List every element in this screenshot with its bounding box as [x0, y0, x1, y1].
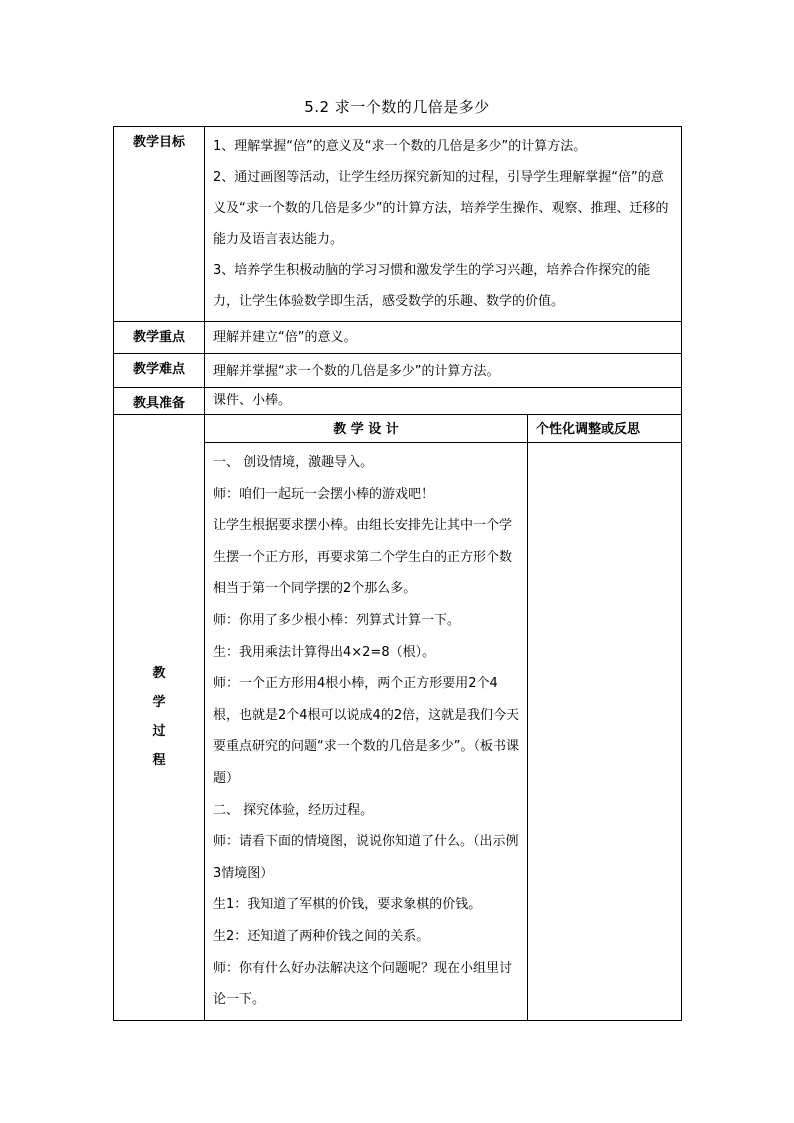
design-line: 师：咱们一起玩一会摆小棒的游戏吧！	[213, 486, 435, 502]
design-line: 一、 创设情境，激趣导入。	[213, 455, 374, 470]
goal-item: 2、通过画图等活动，让学生经历探究新知的过程，引导学生理解掌握“倍”的意义及“求一个数的几倍是多少”的计算方法，培养学生操作、观察、推理、迁移的能力及语言表达能力。	[213, 170, 669, 247]
design-line: 生：我用乘法计算得出4×2=8（根）。	[213, 644, 436, 660]
goals-row	[114, 127, 682, 322]
materials-row	[114, 388, 682, 415]
design-line: 二、 探究体验，经历过程。	[213, 802, 374, 818]
design-line: 让学生根据要求摆小棒。由组长安排先让其中一个学生摆一个正方形，再要求第二个学生白的正方形个数相当于第一个同学摆的2个那么多。	[213, 518, 513, 597]
design-line: 师：请看下面的情境图，说说你知道了什么。（出示例3情境图）	[213, 834, 519, 881]
goals-content	[205, 127, 682, 322]
key-points-text: 理解并建立“倍”的意义。	[205, 322, 682, 354]
difficult-points-row	[114, 354, 682, 388]
process-header-row	[114, 415, 682, 443]
key-points-label: 教学重点	[114, 322, 205, 354]
reflection-header: 个性化调整或反思	[528, 415, 682, 443]
goals-label: 教学目标	[114, 127, 205, 322]
difficult-points-label: 教学难点	[114, 354, 205, 388]
design-content	[205, 443, 528, 1021]
design-line: 师：你用了多少根小棒：列算式计算一下。	[213, 612, 461, 628]
materials-label: 教具准备	[114, 388, 205, 415]
design-line: 生1：我知道了军棋的价钱，要求象棋的价钱。	[213, 897, 482, 913]
key-points-row	[114, 322, 682, 354]
design-line: 师：一个正方形用4根小棒，两个正方形要用2个4根，也就是2个4根可以说成4的2倍，这就是我们今天要重点研究的问题“求一个数的几倍是多少”。（板书课题）	[213, 676, 520, 786]
materials-text: 课件、小棒。	[205, 388, 682, 415]
goal-item: 1、理解掌握“倍”的意义及“求一个数的几倍是多少”的计算方法。	[213, 139, 587, 154]
page-title: 5.2 求一个数的几倍是多少	[304, 98, 490, 116]
design-line: 师：你有什么好办法解决这个问题呢？现在小组里讨论一下。	[213, 960, 513, 1008]
goal-item: 3、培养学生积极动脑的学习习惯和激发学生的学习兴趣，培养合作探究的能力，让学生体验数学即生活，感受数学的乐趣、数学的价值。	[213, 263, 651, 309]
design-header: 教 学 设 计	[205, 415, 528, 443]
process-side-label: 教 学 过 程	[114, 415, 205, 1021]
lesson-plan-table	[113, 126, 682, 1021]
design-line: 生2：还知道了两种价钱之间的关系。	[213, 928, 430, 944]
reflection-content	[528, 443, 682, 1021]
difficult-points-text: 理解并掌握“求一个数的几倍是多少”的计算方法。	[205, 354, 682, 388]
